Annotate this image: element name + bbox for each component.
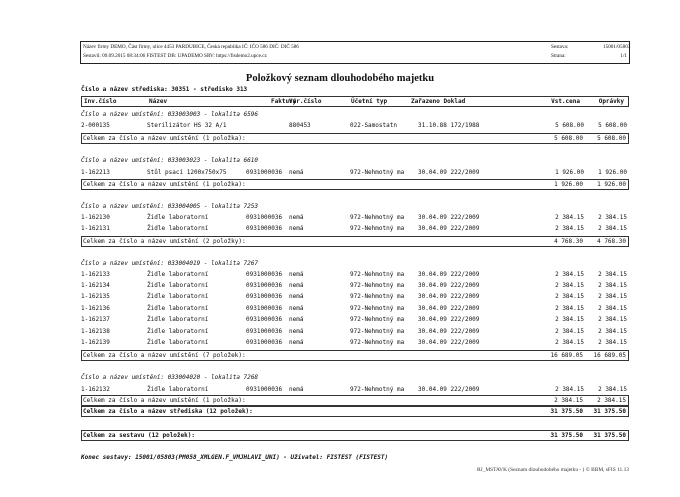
table-row [81,304,629,314]
table-row [81,315,629,325]
cell-inv: 1-162134 [81,282,110,289]
cell-ucetni: 972-Nehmotný ma [350,214,405,221]
cell-opravky: 2 384.15 [598,214,627,221]
cell-vyr: nemá [289,386,304,393]
cell-vst: 2 384.15 [555,225,584,232]
cell-opravky: 2 384.15 [598,271,627,278]
cell-inv: 1-162138 [81,328,110,335]
col-faktura-header: Faktura [271,98,297,105]
col-zarazeno-header: Zařazeno Doklad [411,98,466,105]
cell-vyr: nemá [289,282,304,289]
strana-label: Strana: [551,53,566,59]
table-row [81,281,629,291]
location-total-row [81,236,629,247]
cell-vyr: nemá [289,225,304,232]
cell-ucetni: 972-Nehmotný ma [350,169,405,176]
cell-nazev: Židle laboratorní [147,282,209,289]
location-label: Číslo a název umístění: 033003023 - lokalita 6610 [81,157,259,164]
cell-vyr: nemá [289,316,304,323]
cell-inv: 1-162135 [81,293,110,300]
compiled-line: Sestavil: 09.09.2015 08:34:06 FISTEST DB: UPADEMO SRV: https://fisdemo2.upce.cz [83,53,267,59]
cell-nazev: Židle laboratorní [147,271,209,278]
cell-zarazeno: 30.04.09 222/2009 [418,214,480,221]
col-nazev-header: Název [149,98,168,105]
cell-opravky: 2 384.15 [598,282,627,289]
col-opravky-header: Oprávky [598,98,624,105]
location-label: Číslo a název umístění: 033004020 - lokalita 7268 [81,374,259,381]
cell-inv: 1-162133 [81,271,110,278]
cell-zarazeno: 30.04.09 222/2009 [418,386,480,393]
report-header-box [80,41,630,64]
cell-nazev: Židle laboratorní [147,328,209,335]
cell-zarazeno: 30.04.09 222/2009 [418,225,480,232]
cell-vyr: nemá [289,293,304,300]
location-label: Číslo a název umístění: 033003003 - lokalita 6596 [81,111,259,118]
cell-faktura: 0931000036 [246,271,283,278]
cell-vst: 2 384.15 [555,271,584,278]
cell-inv: 1-162139 [81,339,110,346]
grand-total-row [81,430,629,441]
cell-opravky: 2 384.15 [598,316,627,323]
location-label: Číslo a název umístění: 033004005 - lokalita 7253 [81,203,259,210]
cell-opravky: 2 384.15 [598,305,627,312]
cell-nazev: Židle laboratorní [147,214,209,221]
cell-inv: 1-162137 [81,316,110,323]
col-vyr-header: Výr.číslo [289,98,322,105]
location-total-label: Celkem za číslo a název umístění (2 položky): [83,238,246,245]
grand-total-vst: 31 375.50 [550,432,583,439]
cell-ucetni: 972-Nehmotný ma [350,293,405,300]
grand-total-opravky: 31 375.50 [593,432,626,439]
cell-ucetni: 972-Nehmotný ma [350,328,405,335]
location-total-row [81,179,629,190]
stredisko-total-opravky: 31 375.50 [593,408,626,415]
cell-faktura: 0931000036 [246,305,283,312]
cell-faktura: 0931000036 [246,328,283,335]
location-total-opravky: 5 608.00 [597,135,626,142]
location-total-vst: 16 689.05 [550,352,583,359]
sestava-label: Sestava: [551,44,569,50]
cell-faktura: 0931000036 [246,316,283,323]
stredisko-label: Číslo a název střediska: 30351 - středisko 313 [81,86,248,93]
table-row [81,327,629,337]
col-vst-header: Vst.cena [551,98,580,105]
cell-nazev: Židle laboratorní [147,386,209,393]
location-heading [81,156,629,166]
location-label: Číslo a název umístění: 033004019 - lokalita 7267 [81,260,259,267]
stredisko-total-label: Celkem za číslo a název střediska (12 položek): [83,408,253,415]
cell-ucetni: 022-Samostatn [350,122,397,129]
cell-vyr: nemá [289,169,304,176]
location-total-row [81,395,629,406]
location-total-opravky: 2 384.15 [597,397,626,404]
location-total-row [81,133,629,144]
cell-vst: 1 926.00 [555,169,584,176]
table-row [81,224,629,234]
location-total-label: Celkem za číslo a název umístění (7 položek): [83,352,246,359]
cell-vst: 5 608.00 [555,122,584,129]
cell-ucetni: 972-Nehmotný ma [350,316,405,323]
location-total-label: Celkem za číslo a název umístění (1 položka): [83,397,246,404]
cell-opravky: 2 384.15 [598,386,627,393]
table-row [81,292,629,302]
cell-inv: 1-162132 [81,386,110,393]
cell-faktura: 0931000036 [246,386,283,393]
stredisko-total-vst: 31 375.50 [550,408,583,415]
cell-opravky: 2 384.15 [598,225,627,232]
location-total-vst: 2 384.15 [554,397,583,404]
table-row [81,168,629,178]
cell-vyr: 880453 [289,122,311,129]
page-footer: RJ_MSTAVK (Seznam dlouhodobého majetku - ) © BBM, sFIS 11.13 [476,467,629,473]
location-heading [81,110,629,120]
column-header-row [81,96,629,107]
cell-opravky: 1 926.00 [598,169,627,176]
report-end-line: Konec sestavy: 15001/05803(PM058_XMLGEN.F_VMJHLAVI_UNI) - Uživatel: FISTEST (FISTEST) [81,454,389,461]
cell-vst: 2 384.15 [555,328,584,335]
cell-opravky: 2 384.15 [598,328,627,335]
location-total-vst: 4 768.30 [554,238,583,245]
cell-vst: 2 384.15 [555,305,584,312]
cell-zarazeno: 30.04.09 222/2009 [418,328,480,335]
report-title: Položkový seznam dlouhodobého majetku [245,73,435,84]
table-row [81,338,629,348]
cell-opravky: 5 608.00 [598,122,627,129]
cell-faktura: 0931000036 [246,225,283,232]
cell-ucetni: 972-Nehmotný ma [350,225,405,232]
cell-ucetni: 972-Nehmotný ma [350,305,405,312]
cell-nazev: Sterilizátor HS 32 A/1 [147,122,227,129]
location-total-opravky: 16 689.05 [593,352,626,359]
cell-ucetni: 972-Nehmotný ma [350,271,405,278]
stredisko-line [81,85,629,95]
cell-vyr: nemá [289,328,304,335]
cell-faktura: 0931000036 [246,282,283,289]
cell-zarazeno: 31.10.88 172/1988 [418,122,480,129]
cell-vst: 2 384.15 [555,282,584,289]
location-total-vst: 5 608.00 [554,135,583,142]
cell-inv: 1-162131 [81,225,110,232]
cell-vyr: nemá [289,214,304,221]
cell-faktura: 0931000036 [246,293,283,300]
cell-nazev: Stůl psací 1200x750x75 [147,169,227,176]
cell-inv: 2-000135 [81,122,110,129]
cell-vst: 2 384.15 [555,316,584,323]
cell-nazev: Židle laboratorní [147,339,209,346]
cell-zarazeno: 30.04.09 222/2009 [418,305,480,312]
cell-ucetni: 972-Nehmotný ma [350,339,405,346]
cell-faktura: 0931000036 [246,169,283,176]
location-total-label: Celkem za číslo a název umístění (1 položka): [83,135,246,142]
location-total-row [81,350,629,361]
cell-vst: 2 384.15 [555,386,584,393]
location-total-opravky: 4 768.30 [597,238,626,245]
location-heading [81,259,629,269]
cell-inv: 1-162136 [81,305,110,312]
table-row [81,385,629,395]
col-ucetni-header: Účetní typ [351,98,388,105]
cell-nazev: Židle laboratorní [147,293,209,300]
cell-ucetni: 972-Nehmotný ma [350,282,405,289]
cell-zarazeno: 30.04.09 222/2009 [418,282,480,289]
location-total-opravky: 1 926.00 [597,181,626,188]
cell-opravky: 2 384.15 [598,293,627,300]
cell-zarazeno: 30.04.09 222/2009 [418,339,480,346]
cell-vst: 2 384.15 [555,339,584,346]
cell-inv: 1-162213 [81,169,110,176]
sestava-value: 15001/05803 [603,44,631,50]
company-line: Název firmy DEMO, Část firmy, ulice 4453 PARDUBICE, Česká republika IČ: IČO 586 DIČ: DIČ 586 [83,44,299,50]
cell-faktura: 0931000036 [246,339,283,346]
location-total-vst: 1 926.00 [554,181,583,188]
col-inv-header: Inv.číslo [84,98,117,105]
cell-faktura: 0931000036 [246,214,283,221]
table-row [81,270,629,280]
cell-opravky: 2 384.15 [598,339,627,346]
table-row [81,121,629,131]
cell-zarazeno: 30.04.09 222/2009 [418,293,480,300]
location-heading [81,202,629,212]
table-row [81,213,629,223]
cell-vyr: nemá [289,271,304,278]
cell-zarazeno: 30.04.09 222/2009 [418,169,480,176]
cell-ucetni: 972-Nehmotný ma [350,386,405,393]
location-total-label: Celkem za číslo a název umístění (1 položka): [83,181,246,188]
cell-zarazeno: 30.04.09 222/2009 [418,316,480,323]
stredisko-total-row [81,406,629,417]
cell-vyr: nemá [289,339,304,346]
cell-nazev: Židle laboratorní [147,316,209,323]
cell-nazev: Židle laboratorní [147,225,209,232]
cell-zarazeno: 30.04.09 222/2009 [418,271,480,278]
cell-vst: 2 384.15 [555,293,584,300]
grand-total-label: Celkem za sestavu (12 položek): [83,432,195,439]
location-heading [81,373,629,383]
cell-vyr: nemá [289,305,304,312]
strana-value: 1/1 [620,53,627,59]
cell-inv: 1-162130 [81,214,110,221]
cell-nazev: Židle laboratorní [147,305,209,312]
cell-vst: 2 384.15 [555,214,584,221]
